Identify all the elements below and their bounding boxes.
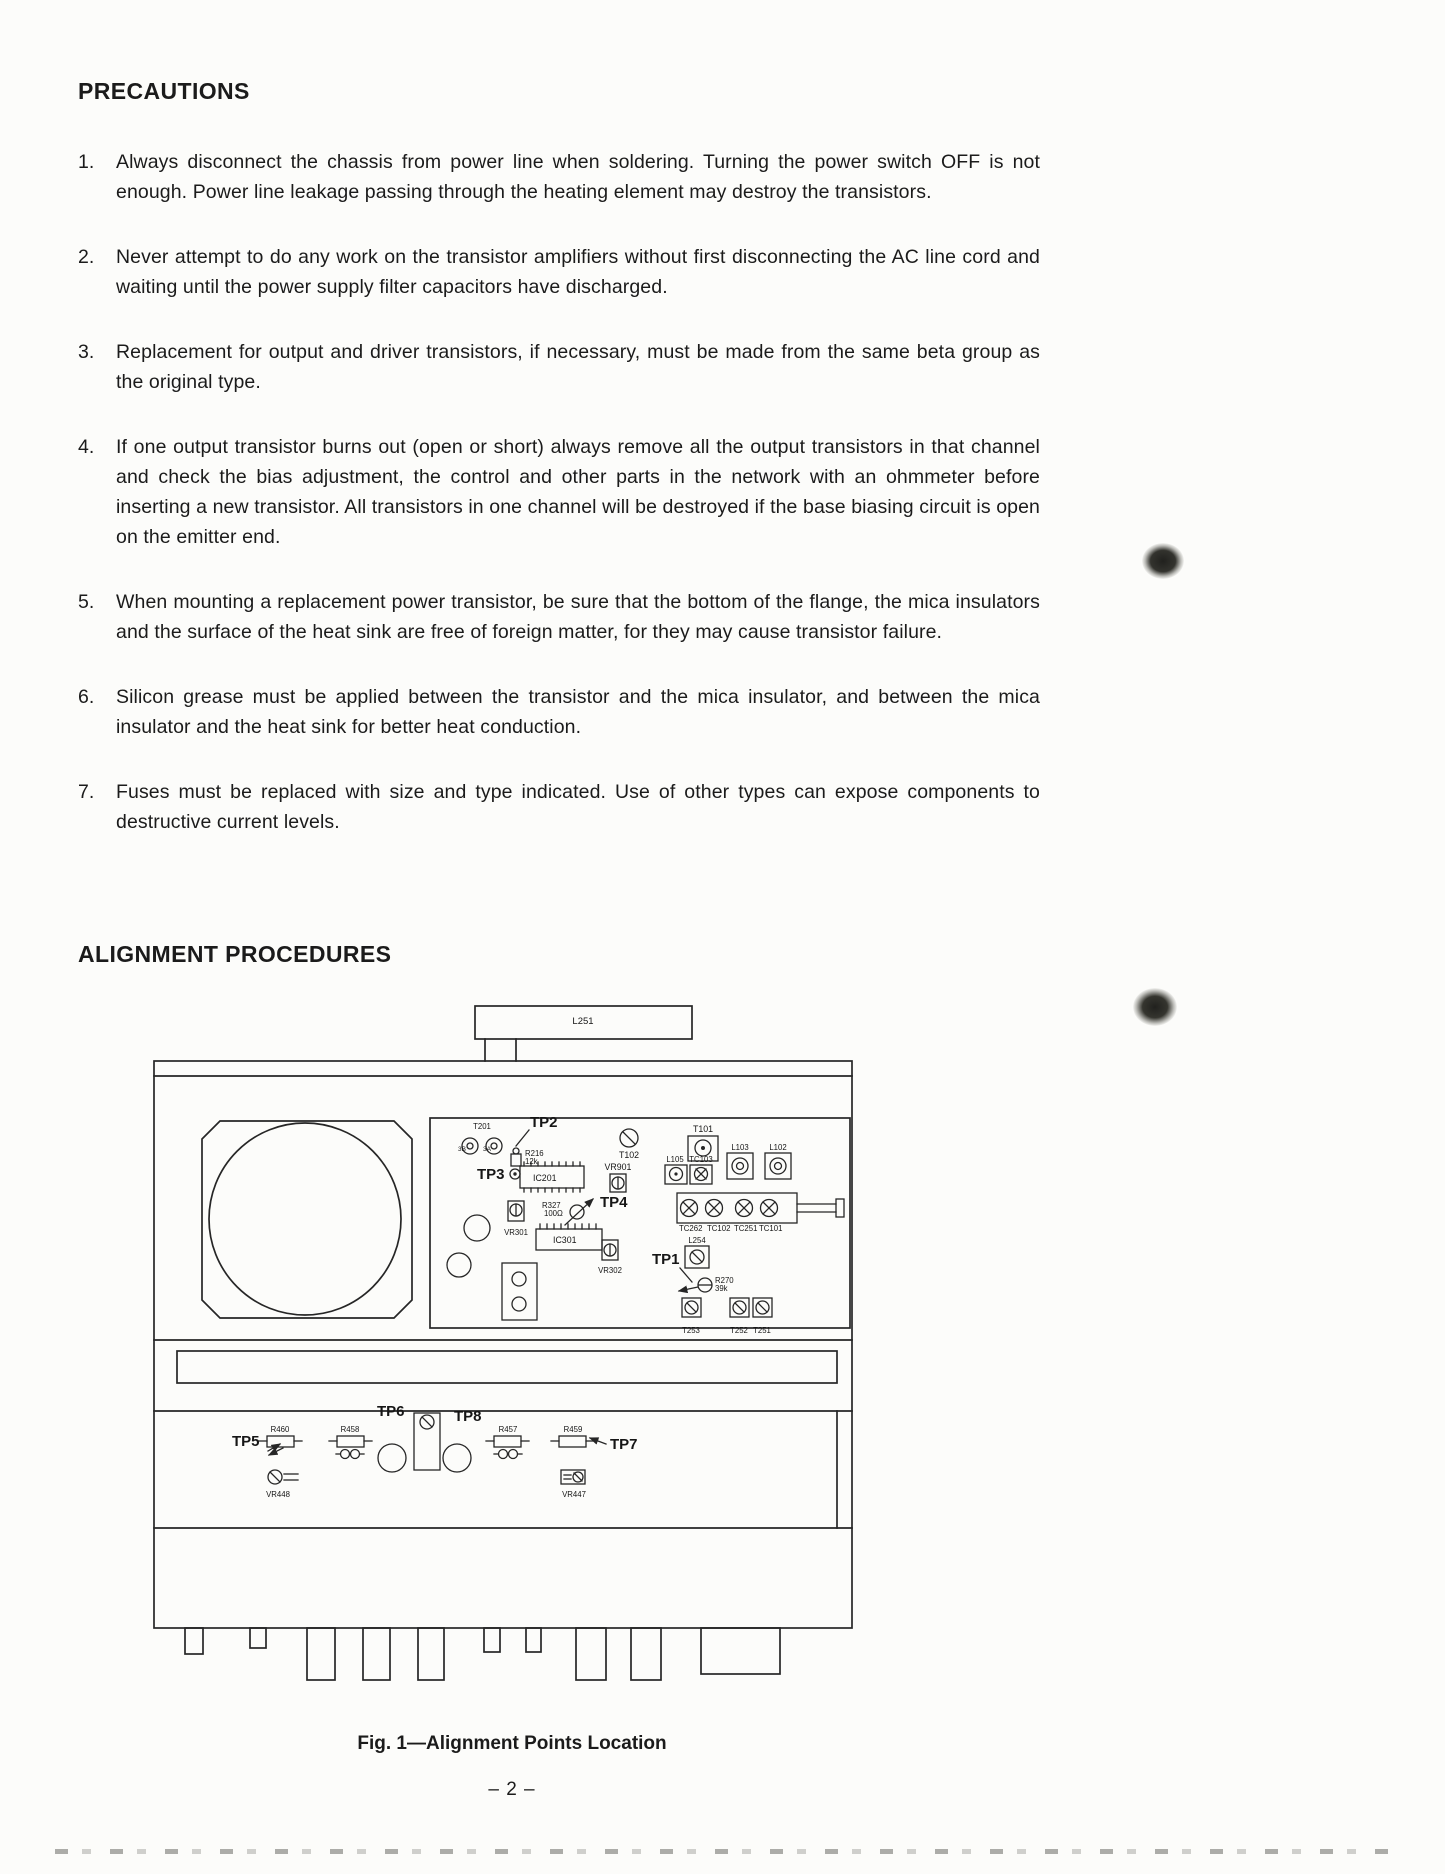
component-vr301 bbox=[508, 1201, 524, 1221]
figure-1 bbox=[132, 988, 892, 1723]
component-t102 bbox=[620, 1129, 638, 1147]
r457-coil bbox=[494, 1450, 522, 1459]
item-number: 2. bbox=[78, 246, 95, 268]
component-l103 bbox=[727, 1153, 753, 1179]
label-r458: R458 bbox=[340, 1425, 360, 1434]
component-vr302 bbox=[602, 1240, 618, 1260]
label-vr448: VR448 bbox=[266, 1490, 290, 1499]
component-r460 bbox=[259, 1436, 302, 1447]
precautions-list bbox=[78, 147, 1040, 837]
item-text: When mounting a replacement power transistor, be sure that the bottom of the flange, the mica insulators and the surface of the heat sink are free of foreign matter, for they may cause transistor failure. bbox=[116, 591, 1040, 643]
label-tp2: TP2 bbox=[530, 1114, 558, 1131]
label-r270-value: 39k bbox=[715, 1284, 728, 1293]
label-r327: R327 bbox=[542, 1201, 561, 1210]
component-l254 bbox=[685, 1246, 709, 1268]
component-r270 bbox=[679, 1268, 712, 1292]
component-vr448 bbox=[268, 1470, 298, 1484]
precaution-item bbox=[78, 777, 1040, 837]
label-tc251: TC251 bbox=[734, 1224, 758, 1233]
component-tc103 bbox=[690, 1165, 712, 1184]
label-tp5: TP5 bbox=[232, 1433, 260, 1450]
page-number: – 2 – bbox=[488, 1779, 536, 1800]
label-tp1: TP1 bbox=[652, 1251, 680, 1268]
component-vr447 bbox=[561, 1470, 585, 1484]
label-t251: T251 bbox=[753, 1326, 771, 1335]
label-t101: T101 bbox=[692, 1124, 714, 1134]
label-tc101: TC101 bbox=[759, 1224, 783, 1233]
label-r216-value: 12k bbox=[525, 1157, 538, 1166]
label-tc262: TC262 bbox=[679, 1224, 703, 1233]
label-r270: R270 bbox=[715, 1276, 734, 1285]
label-r457: R457 bbox=[498, 1425, 518, 1434]
label-t253: T253 bbox=[682, 1326, 700, 1335]
label-vr301: VR301 bbox=[504, 1228, 528, 1237]
precaution-item bbox=[78, 432, 1040, 552]
jack-box bbox=[502, 1263, 537, 1320]
text-column bbox=[0, 0, 1045, 968]
label-r459: R459 bbox=[563, 1425, 583, 1434]
speaker-circle bbox=[209, 1123, 401, 1315]
item-number: 1. bbox=[78, 151, 95, 173]
tp4-arrow bbox=[565, 1199, 593, 1225]
tp6-screw-box bbox=[414, 1413, 440, 1470]
component-r459 bbox=[551, 1436, 594, 1447]
item-number: 5. bbox=[78, 591, 95, 613]
component-t201 bbox=[462, 1138, 502, 1154]
speaker-frame bbox=[202, 1121, 412, 1318]
item-number: 7. bbox=[78, 781, 95, 803]
component-l102 bbox=[765, 1153, 791, 1179]
label-l102: L102 bbox=[769, 1143, 787, 1152]
component-t253 bbox=[682, 1298, 701, 1317]
component-r327 bbox=[565, 1199, 593, 1225]
control-hole bbox=[378, 1444, 406, 1472]
tp2-leader-line bbox=[516, 1130, 529, 1146]
label-l254: L254 bbox=[688, 1236, 706, 1245]
alignment-title: ALIGNMENT PROCEDURES bbox=[78, 941, 392, 967]
precaution-item bbox=[78, 682, 1040, 742]
label-r327-value: 100Ω bbox=[544, 1209, 563, 1218]
precaution-item bbox=[78, 147, 1040, 207]
item-text: Replacement for output and driver transistors, if necessary, must be made from the same beta group as the original type. bbox=[116, 341, 1040, 393]
precaution-item bbox=[78, 242, 1040, 302]
figure-caption: Fig. 1—Alignment Points Location bbox=[357, 1733, 667, 1754]
trimmer-row bbox=[677, 1193, 844, 1223]
component-r458 bbox=[329, 1436, 372, 1447]
label-t201-3a: 3A bbox=[483, 1146, 491, 1153]
label-vr302: VR302 bbox=[598, 1266, 622, 1275]
label-t201-3b: 3B bbox=[458, 1146, 466, 1153]
label-vr447: VR447 bbox=[562, 1490, 586, 1499]
bottom-controls bbox=[259, 1413, 606, 1484]
item-text: Silicon grease must be applied between the transistor and the mica insulator, and between the mica insulator and the heat sink for better heat conduction. bbox=[116, 686, 1040, 738]
item-number: 3. bbox=[78, 341, 95, 363]
item-text: If one output transistor burns out (open or short) always remove all the output transistors in that channel and check the bias adjustment, the control and other parts in the network with an ohmmeter before inserting a new transistor. All transistors in one channel will be destroyed if the base biasing circuit is open on the emitter end. bbox=[116, 436, 1040, 548]
component-t251 bbox=[753, 1298, 772, 1317]
label-ic301: IC301 bbox=[553, 1235, 577, 1245]
label-tc103: TC103 bbox=[689, 1155, 713, 1164]
label-tp8: TP8 bbox=[454, 1408, 482, 1425]
mount-hole bbox=[464, 1215, 490, 1241]
label-l105: L105 bbox=[666, 1155, 684, 1164]
item-text: Fuses must be replaced with size and type indicated. Use of other types can expose components to destructive current levels. bbox=[116, 781, 1040, 833]
label-tp3: TP3 bbox=[477, 1166, 505, 1183]
label-t201: T201 bbox=[473, 1122, 491, 1131]
component-r216 bbox=[511, 1148, 521, 1166]
label-ic201: IC201 bbox=[533, 1173, 557, 1183]
scan-noise-strip bbox=[55, 1849, 1395, 1854]
control-hole bbox=[443, 1444, 471, 1472]
item-text: Always disconnect the chassis from power line when soldering. Turning the power switch OFF is not enough. Power line leakage passing through the heating element may destroy the transistors. bbox=[116, 151, 1040, 203]
precaution-item bbox=[78, 337, 1040, 397]
component-r457 bbox=[486, 1436, 529, 1447]
label-t102: T102 bbox=[618, 1150, 640, 1160]
component-t252 bbox=[730, 1298, 749, 1317]
label-l103: L103 bbox=[731, 1143, 749, 1152]
label-tc102: TC102 bbox=[707, 1224, 731, 1233]
label-r460: R460 bbox=[270, 1425, 290, 1434]
chassis-outline bbox=[154, 1006, 852, 1680]
label-r216: R216 bbox=[525, 1149, 544, 1158]
label-vr901: VR901 bbox=[604, 1162, 632, 1172]
alignment-diagram bbox=[132, 988, 892, 1718]
item-number: 4. bbox=[78, 436, 95, 458]
binding-hole-mark bbox=[1133, 988, 1177, 1026]
label-tp7: TP7 bbox=[610, 1436, 638, 1453]
label-l251: L251 bbox=[572, 1016, 594, 1027]
binding-hole-mark bbox=[1142, 543, 1184, 579]
label-t252: T252 bbox=[730, 1326, 748, 1335]
mount-hole bbox=[447, 1253, 471, 1277]
label-tp4: TP4 bbox=[600, 1194, 628, 1211]
component-vr901 bbox=[610, 1174, 626, 1192]
r458-coil bbox=[336, 1450, 364, 1459]
item-number: 6. bbox=[78, 686, 95, 708]
precaution-item bbox=[78, 587, 1040, 647]
tuning-shaft bbox=[836, 1199, 844, 1217]
pcb-components bbox=[447, 1129, 844, 1320]
precautions-title: PRECAUTIONS bbox=[78, 78, 250, 104]
item-text: Never attempt to do any work on the transistor amplifiers without first disconnecting the AC line cord and waiting until the power supply filter capacitors have discharged. bbox=[116, 246, 1040, 298]
label-tp6: TP6 bbox=[377, 1403, 405, 1420]
